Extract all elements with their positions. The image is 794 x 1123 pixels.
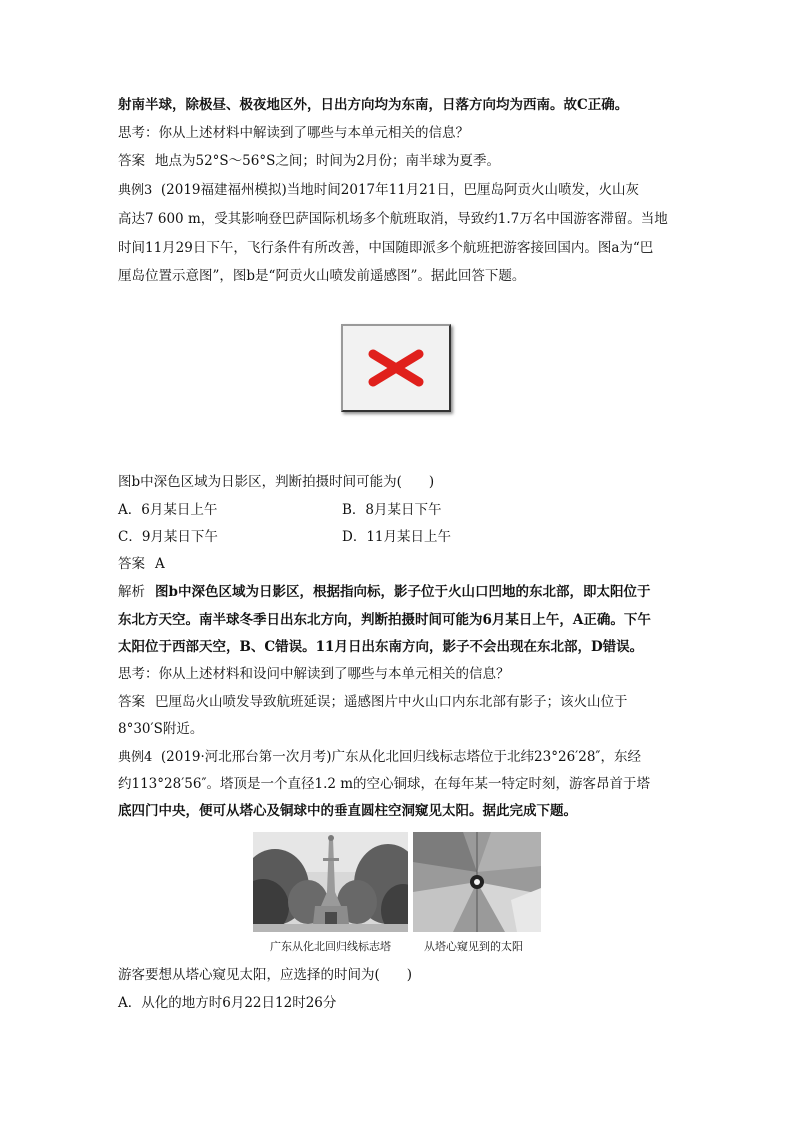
tower-photo (253, 832, 408, 932)
answer-value: A (155, 556, 165, 572)
option-a: A．6月某日上午 (118, 502, 218, 518)
sun-through-tower-photo (413, 832, 541, 932)
caption-right: 从塔心窥见到的太阳 (424, 940, 523, 953)
answer-label: 答案 (118, 153, 145, 169)
example4-line2: 约113°28′56″。塔顶是一个直径1.2 m的空心铜球，在每年某一特定时刻，游客昂首于塔 (118, 776, 651, 792)
caption-left: 广东从化北回归线标志塔 (270, 940, 391, 953)
analysis-line1 (118, 583, 650, 601)
answer-label: 答案 (118, 556, 145, 572)
answer-3-line2: 8°30′S附近。 (118, 721, 204, 737)
analysis-line2: 东北方天空。南半球冬季日出东北方向，判断拍摄时间可能为6月某日上午，A正确。下午 (118, 612, 651, 628)
analysis-label: 解析 (118, 584, 145, 600)
example4-text1: (2019·河北邢台第一次月考)广东从化北回归线标志塔位于北纬23°26′28″，东经 (160, 749, 641, 765)
broken-image-placeholder (341, 324, 451, 412)
answer-text: 巴厘岛火山喷发导致航班延误；遥感图片中火山口内东北部有影子；该火山位于 (155, 694, 628, 710)
example4-tag: 典例4 (118, 750, 153, 765)
example4-question: 游客要想从塔心窥见太阳，应选择的时间为( ) (118, 967, 413, 983)
answer-2 (118, 555, 165, 573)
broken-image-icon (343, 326, 449, 410)
example4-line3: 底四门中央，便可从塔心及铜球中的垂直圆柱空洞窥见太阳。据此完成下题。 (118, 803, 577, 819)
option-c: C．9月某日下午 (118, 529, 218, 545)
example3-line3: 时间11月29日下午，飞行条件有所改善，中国随即派多个航班把游客接回国内。图a为“巴 (118, 240, 654, 256)
example4-option-a: A．从化的地方时6月22日12时26分 (118, 995, 337, 1011)
example3-line2: 高达7 600 m，受其影响登巴萨国际机场多个航班取消，导致约1.7万名中国游客滞留。当地 (118, 211, 668, 227)
think-prompt-2: 思考：你从上述材料和设问中解读到了哪些与本单元相关的信息？ (118, 666, 510, 682)
p1: 射南半球，除极昼、极夜地区外，日出方向均为东南，日落方向均为西南。故C正确。 (118, 97, 629, 113)
example3-text1: (2019福建福州模拟)当地时间2017年11月21日，巴厘岛阿贡火山喷发，火山灰 (160, 182, 639, 198)
analysis-text1: 图b中深色区域为日影区，根据指向标，影子位于火山口凹地的东北部，即太阳位于 (155, 584, 651, 600)
answer-text: 地点为52°S～56°S之间；时间为2月份；南半球为夏季。 (155, 153, 500, 169)
example3-question: 图b中深色区域为日影区，判断拍摄时间可能为( ) (118, 474, 435, 490)
example3-line1 (118, 181, 639, 200)
example3-tag: 典例3 (118, 183, 153, 198)
example3-line4: 厘岛位置示意图”，图b是“阿贡火山喷发前遥感图”。据此回答下题。 (118, 268, 526, 284)
answer-3-line1 (118, 693, 628, 711)
answer-1 (118, 152, 500, 170)
example4-line1 (118, 748, 641, 767)
option-b: B．8月某日下午 (342, 502, 442, 518)
think-prompt-1: 思考：你从上述材料中解读到了哪些与本单元相关的信息？ (118, 125, 469, 141)
analysis-line3: 太阳位于西部天空，B、C错误。11月日出东南方向，影子不会出现在东北部，D错误。 (118, 639, 644, 655)
option-d: D．11月某日上午 (342, 529, 452, 545)
answer-label: 答案 (118, 694, 145, 710)
